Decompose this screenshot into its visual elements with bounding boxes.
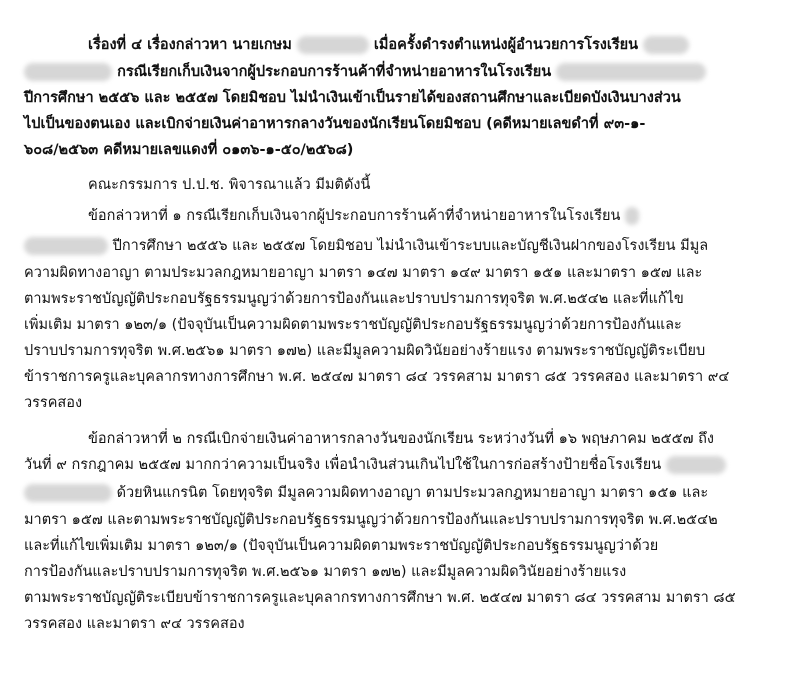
charge-text: ด้วยหินแกรนิต โดยทุจริต มีมูลความผิดทางอาญา ตามประมวลกฎหมายอาญา มาตรา ๑๕๑ และ xyxy=(116,485,709,501)
charge1-line-3: ความผิดทางอาญา ตามประมวลกฎหมายอาญา มาตรา ๑๔๗ มาตรา ๑๔๙ มาตรา ๑๕๑ และมาตรา ๑๕๗ และ xyxy=(24,265,703,281)
heading-text: กรณีเรียกเก็บเงินจากผู้ประกอบการร้านค้าที่จำหน่ายอาหารในโรงเรียน xyxy=(117,64,552,80)
charge1-line-6: ปราบปรามการทุจริต พ.ศ.๒๕๖๑ มาตรา ๑๗๒) และมีมูลความผิดวินัยอย่างร้ายแรง ตามพระราชบัญญัติระเบียบ xyxy=(24,343,706,359)
heading-line-4: ไปเป็นของตนเอง และเบิกจ่ายเงินค่าอาหารกลางวันของนักเรียนโดยมิชอบ (คดีหมายเลขดำที่ ๙๓-๑- xyxy=(24,116,646,132)
resolution-line: คณะกรรมการ ป.ป.ช. พิจารณาแล้ว มีมติดังนี้ xyxy=(88,177,371,193)
charge2-line-7: ตามพระราชบัญญัติระเบียบข้าราชการครูและบุคลากรทางการศึกษา พ.ศ. ๒๕๔๗ มาตรา ๘๔ วรรคสาม มาตรา ๘๕ xyxy=(24,590,736,606)
charge-text: ข้อกล่าวหาที่ ๑ กรณีเรียกเก็บเงินจากผู้ประกอบการร้านค้าที่จำหน่ายอาหารในโรงเรียน xyxy=(88,208,621,224)
redacted-school-name xyxy=(556,63,706,81)
charge2-line-3 xyxy=(24,481,708,506)
charge1-line-4: ตามพระราชบัญญัติประกอบรัฐธรรมนูญว่าด้วยการป้องกันและปราบปรามการทุจริต พ.ศ.๒๕๔๒ และที่แก้ไข xyxy=(24,291,684,307)
redacted-school-name xyxy=(643,36,689,54)
heading-text: เมื่อครั้งดำรงตำแหน่งผู้อำนวยการโรงเรียน xyxy=(373,37,639,53)
heading-text: เรื่องที่ ๔ เรื่องกล่าวหา นายเกษม xyxy=(88,37,292,53)
charge-text: วันที่ ๙ กรกฎาคม ๒๕๕๗ มากกว่าความเป็นจริง เพื่อนำเงินส่วนเกินไปใช้ในการก่อสร้างป้ายชื่อโรงเรียน xyxy=(24,457,662,473)
redacted-school-name xyxy=(24,63,112,81)
redacted-school-name xyxy=(24,484,112,502)
charge2-line-2 xyxy=(24,453,726,478)
charge1-line-8: วรรคสอง xyxy=(24,395,83,411)
redacted-school-name xyxy=(666,456,726,474)
charge1-line-2 xyxy=(24,234,708,259)
heading-line-1 xyxy=(88,33,689,58)
charge1-line-5: เพิ่มเติม มาตรา ๑๒๓/๑ (ปัจจุบันเป็นความผิดตามพระราชบัญญัติประกอบรัฐธรรมนูญว่าด้วยการป้องกันและ xyxy=(24,317,682,333)
redacted-name xyxy=(297,36,369,54)
charge1-line-7: ข้าราชการครูและบุคลากรทางการศึกษา พ.ศ. ๒๕๔๗ มาตรา ๘๔ วรรคสาม มาตรา ๘๕ วรรคสอง และมาตรา ๙๔ xyxy=(24,369,730,385)
heading-line-3: ปีการศึกษา ๒๕๕๖ และ ๒๕๕๗ โดยมิชอบ ไม่นำเงินเข้าเป็นรายได้ของสถานศึกษาและเบียดบังเงินบางส่วน xyxy=(24,90,681,106)
redacted-school-name xyxy=(24,237,108,255)
charge1-line-1 xyxy=(88,204,639,229)
heading-line-2 xyxy=(24,60,706,85)
charge-text: ปีการศึกษา ๒๕๕๖ และ ๒๕๕๗ โดยมิชอบ ไม่นำเงินเข้าระบบและบัญชีเงินฝากของโรงเรียน มีมูล xyxy=(112,238,709,254)
charge2-line-4: มาตรา ๑๕๗ และตามพระราชบัญญัติประกอบรัฐธรรมนูญว่าด้วยการป้องกันและปราบปรามการทุจริต พ.ศ.๒๕๔๒ xyxy=(24,512,718,528)
charge2-line-5: และที่แก้ไขเพิ่มเติม มาตรา ๑๒๓/๑ (ปัจจุบันเป็นความผิดตามพระราชบัญญัติประกอบรัฐธรรมนูญว่าด้วย xyxy=(24,538,659,554)
heading-line-5: ๖๐๘/๒๕๖๓ คดีหมายเลขแดงที่ ๐๑๓๖-๑-๕๐/๒๕๖๘) xyxy=(24,142,354,158)
charge2-line-1: ข้อกล่าวหาที่ ๒ กรณีเบิกจ่ายเงินค่าอาหารกลางวันของนักเรียน ระหว่างวันที่ ๑๖ พฤษภาคม ๒๕๕๗ ถึง xyxy=(88,431,714,447)
redacted-school-name xyxy=(625,207,639,225)
charge2-line-6: การป้องกันและปราบปรามการทุจริต พ.ศ.๒๕๖๑ มาตรา ๑๗๒) และมีมูลความผิดวินัยอย่างร้ายแรง xyxy=(24,564,627,580)
charge2-line-8: วรรคสอง และมาตรา ๙๔ วรรคสอง xyxy=(24,616,245,632)
